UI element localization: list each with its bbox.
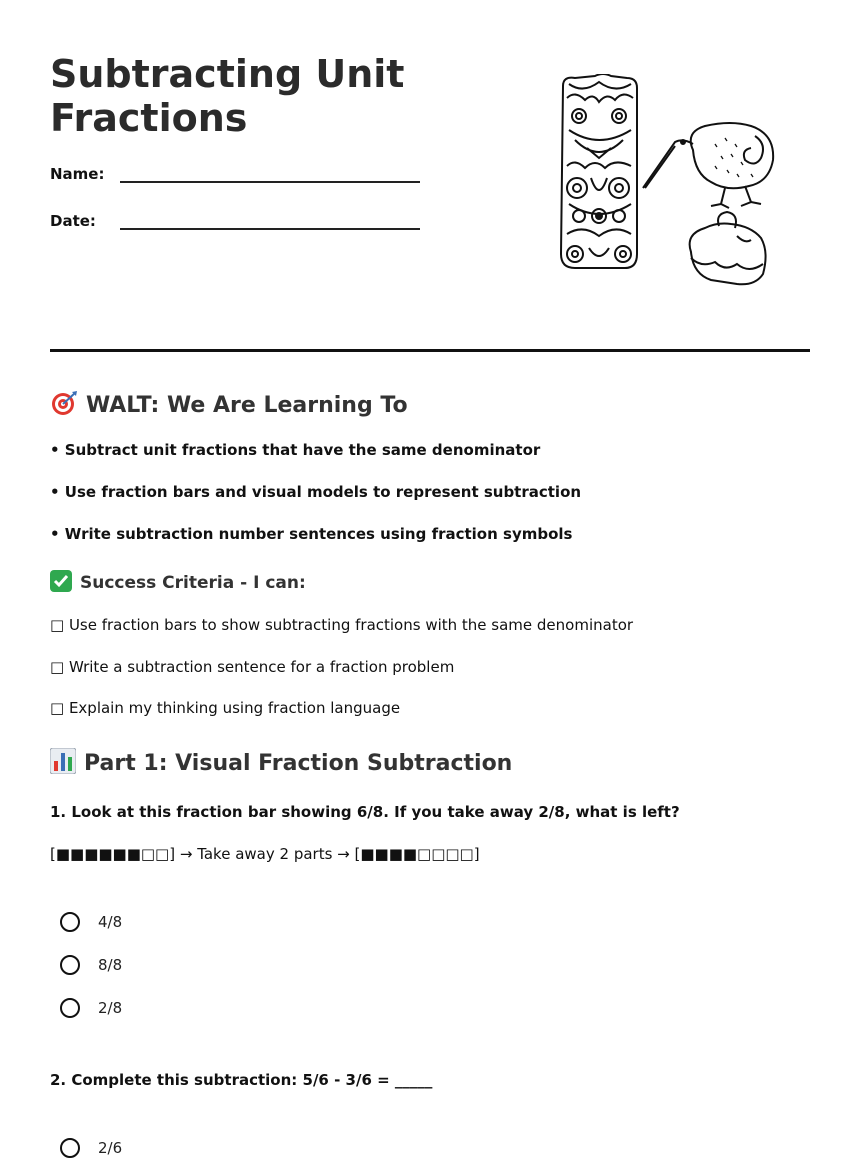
success-item-1: □ Use fraction bars to show subtracting fractions with the same denominator [50, 616, 634, 634]
part1-heading-text: Part 1: Visual Fraction Subtraction [84, 751, 513, 776]
q1-option-a-radio[interactable] [60, 912, 80, 932]
check-mark-icon [50, 570, 72, 592]
header-divider [50, 349, 810, 352]
title-line-1: Subtracting Unit [50, 52, 405, 96]
name-label: Name: [50, 165, 105, 183]
q1-option-a-label: 4/8 [98, 913, 123, 931]
success-item-3: □ Explain my thinking using fraction language [50, 699, 401, 717]
walt-item-3: • Write subtraction number sentences using fraction symbols [50, 525, 573, 543]
question-1-fraction-model: [■■■■■■□□] → Take away 2 parts → [■■■■□□□□] [50, 845, 480, 863]
header-illustration [555, 74, 780, 289]
q1-option-b-radio[interactable] [60, 955, 80, 975]
walt-heading [50, 390, 408, 418]
date-line[interactable] [120, 228, 420, 230]
success-criteria-heading [50, 570, 306, 593]
target-icon [50, 390, 78, 416]
kiwi-bird-icon [643, 123, 773, 208]
q1-option-c-label: 2/8 [98, 999, 123, 1017]
q1-option-b-label: 8/8 [98, 956, 123, 974]
success-criteria-heading-text: Success Criteria - I can: [80, 573, 306, 593]
tiki-carving-icon [561, 74, 637, 268]
walt-item-1: • Subtract unit fractions that have the same denominator [50, 441, 541, 459]
q2-option-a-radio[interactable] [60, 1138, 80, 1158]
name-field[interactable] [50, 165, 420, 189]
name-line[interactable] [120, 181, 420, 183]
date-field[interactable] [50, 212, 420, 236]
worksheet-header [50, 0, 810, 352]
q1-option-c-radio[interactable] [60, 998, 80, 1018]
part1-heading [50, 748, 512, 776]
walt-item-2: • Use fraction bars and visual models to represent subtraction [50, 483, 582, 501]
pavlova-icon [690, 212, 766, 284]
worksheet-page [50, 0, 810, 1157]
page-title [50, 52, 490, 140]
walt-heading-text: WALT: We Are Learning To [86, 393, 408, 418]
bar-chart-icon [50, 748, 76, 774]
date-label: Date: [50, 212, 96, 230]
title-line-2: Fractions [50, 96, 248, 140]
q2-option-a-label: 2/6 [98, 1139, 123, 1157]
success-item-2: □ Write a subtraction sentence for a fraction problem [50, 658, 455, 676]
question-1-text: 1. Look at this fraction bar showing 6/8. If you take away 2/8, what is left? [50, 803, 680, 821]
question-2-text: 2. Complete this subtraction: 5/6 - 3/6 = _____ [50, 1071, 433, 1089]
